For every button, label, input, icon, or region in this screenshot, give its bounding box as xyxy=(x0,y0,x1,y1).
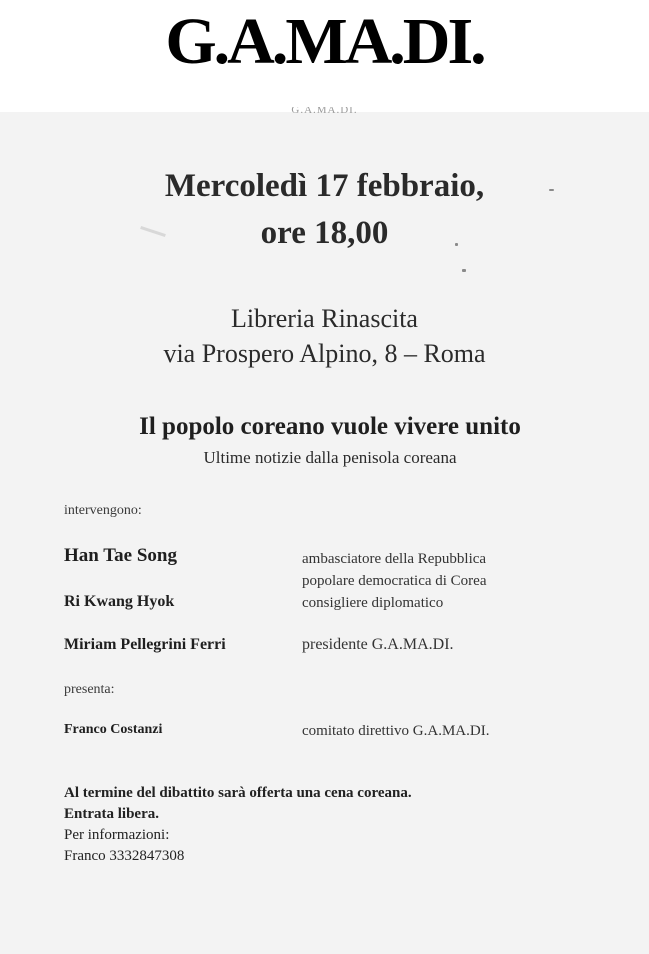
event-date: Mercoledì 17 febbraio, xyxy=(164,168,485,204)
speaker-name: Han Tae Song xyxy=(64,545,177,566)
speakers-label: intervengono: xyxy=(64,503,142,518)
speaker-name: Miriam Pellegrini Ferri xyxy=(64,636,226,653)
venue-address: via Prospero Alpino, 8 – Roma xyxy=(163,339,486,368)
presenter-role: comitato direttivo G.A.MA.DI. xyxy=(302,723,490,739)
speaker-role: ambasciatore della Repubblica xyxy=(302,551,487,567)
footer-entry: Entrata libera. xyxy=(64,806,159,822)
footer-contact: Franco 3332847308 xyxy=(64,848,185,864)
event-title: Il popolo coreano vuole vivere unito xyxy=(139,413,521,440)
speaker-role-continued: popolare democratica di Corea xyxy=(302,573,487,589)
faded-letterhead: G.A.MA.DI. xyxy=(291,107,358,115)
speaker-role: presidente G.A.MA.DI. xyxy=(302,636,454,653)
speaker-role: consigliere diplomatico xyxy=(302,595,444,611)
presenter-label: presenta: xyxy=(64,682,115,697)
organization-title: G.A.MA.DI. xyxy=(165,5,484,78)
footer-note: Al termine del dibattito sarà offerta una cena coreana. xyxy=(64,785,412,801)
speaker-name: Ri Kwang Hyok xyxy=(64,593,175,610)
event-time: ore 18,00 xyxy=(260,215,389,251)
venue-name: Libreria Rinascita xyxy=(231,304,418,333)
presenter-name: Franco Costanzi xyxy=(64,722,163,737)
event-subtitle: Ultime notizie dalla penisola coreana xyxy=(203,448,457,467)
scan-speck xyxy=(462,269,466,272)
header-banner xyxy=(0,0,649,112)
footer-info-label: Per informazioni: xyxy=(64,827,170,843)
